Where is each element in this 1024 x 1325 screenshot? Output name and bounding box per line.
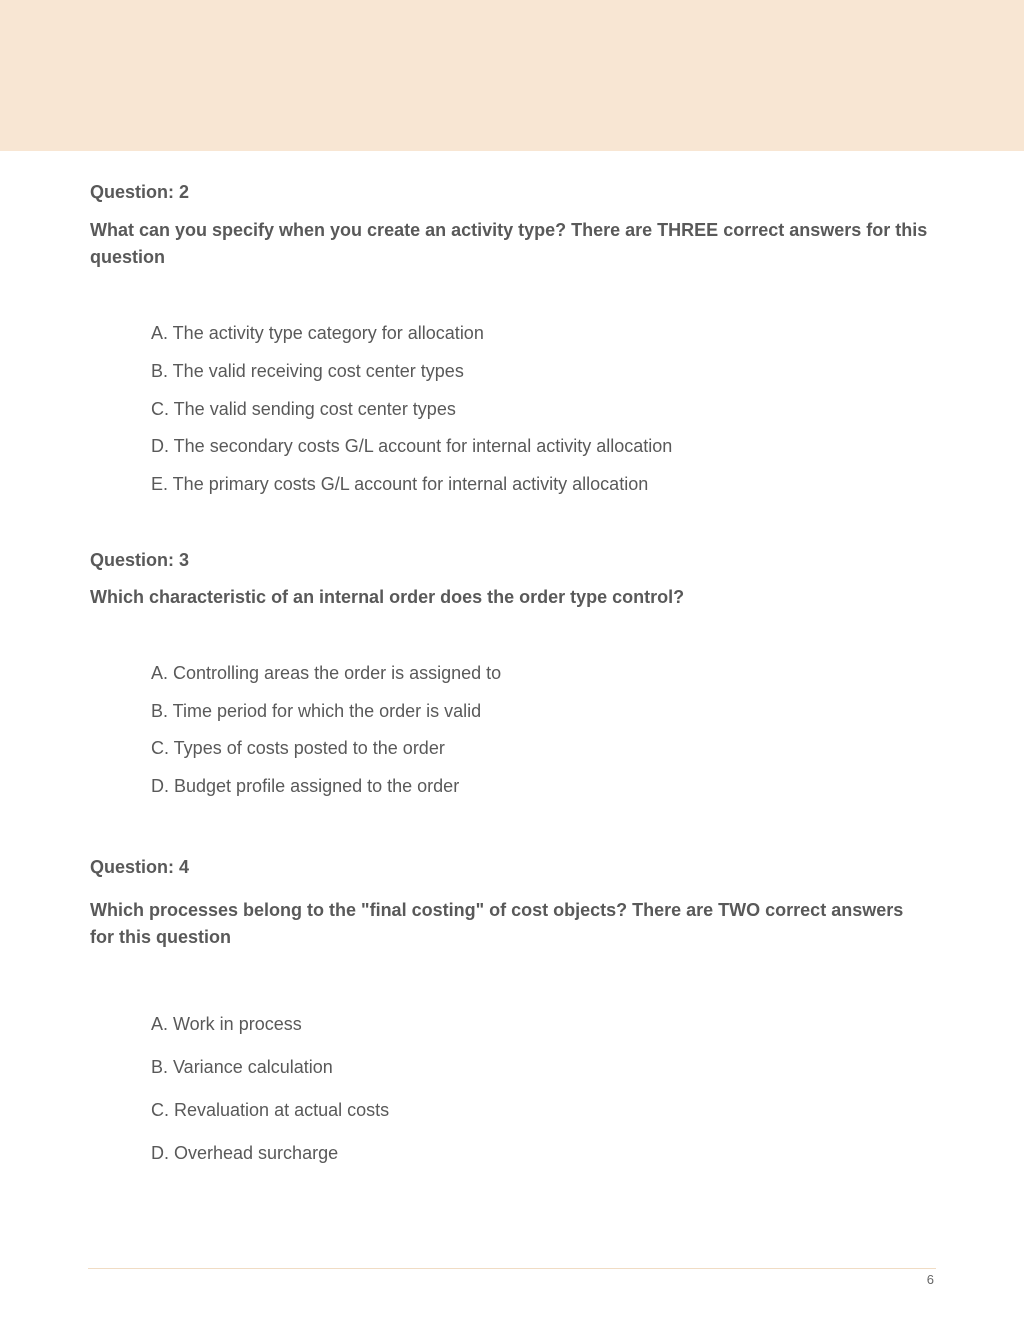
question-text: What can you specify when you create an activity type? There are THREE correct answers for this question bbox=[90, 220, 928, 267]
answer-option-a[interactable]: A. The activity type category for allocation bbox=[151, 323, 484, 343]
footer-divider bbox=[88, 1268, 936, 1269]
question-title: Question: 4 bbox=[90, 857, 190, 877]
answer-option-e[interactable]: E. The primary costs G/L account for internal activity allocation bbox=[151, 474, 649, 494]
header-band bbox=[0, 0, 1024, 151]
answer-option-d[interactable]: D. Budget profile assigned to the order bbox=[151, 776, 460, 796]
answer-option-d[interactable]: D. Overhead surcharge bbox=[151, 1143, 339, 1163]
answer-option-b[interactable]: B. Variance calculation bbox=[151, 1057, 333, 1077]
answer-option-c[interactable]: C. Types of costs posted to the order bbox=[151, 738, 445, 758]
answer-option-a[interactable]: A. Controlling areas the order is assigned to bbox=[151, 663, 502, 683]
question-text: Which processes belong to the "final costing" of cost objects? There are TWO correct answers for this question bbox=[90, 900, 904, 947]
answer-option-d[interactable]: D. The secondary costs G/L account for internal activity allocation bbox=[151, 436, 673, 456]
answer-option-a[interactable]: A. Work in process bbox=[151, 1014, 302, 1034]
page-number: 6 bbox=[926, 1272, 934, 1287]
question-text: Which characteristic of an internal order does the order type control? bbox=[90, 587, 685, 607]
answer-option-b[interactable]: B. The valid receiving cost center types bbox=[151, 361, 464, 381]
answer-option-c[interactable]: C. Revaluation at actual costs bbox=[151, 1100, 390, 1120]
question-title: Question: 2 bbox=[90, 182, 190, 202]
answer-option-c[interactable]: C. The valid sending cost center types bbox=[151, 399, 456, 419]
question-title: Question: 3 bbox=[90, 550, 190, 570]
answer-option-b[interactable]: B. Time period for which the order is valid bbox=[151, 701, 482, 721]
